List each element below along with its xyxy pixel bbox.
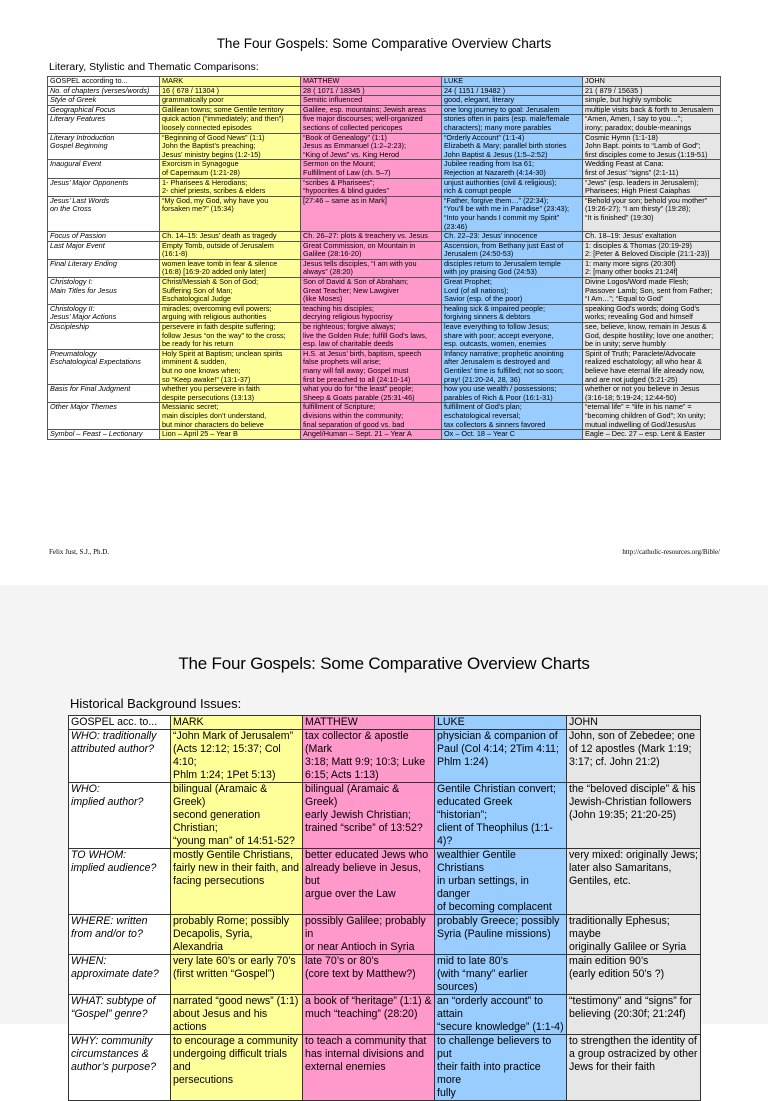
lit-cell-john: speaking God’s words; doing God’s works; revealing God and himself xyxy=(583,304,721,322)
table-row xyxy=(48,430,721,440)
page-1-subtitle: Literary, Stylistic and Thematic Comparisons: xyxy=(49,61,259,73)
lit-cell-matthew: 28 ( 1071 / 18345 ) xyxy=(301,86,442,96)
hist-cell-mark: probably Rome; possibly Decapolis, Syria, Alexandria xyxy=(171,915,303,955)
lit-cell-mark: persevere in faith despite suffering; follow Jesus “on the way” to the cross; be ready for his return xyxy=(160,323,301,350)
lit-cell-luke: how you use wealth / possessions; parables of Rich & Poor (16:1-31) xyxy=(442,385,583,403)
hist-cell-label: TO WHOM: implied audience? xyxy=(69,849,171,915)
lit-cell-matthew: Angel/Human – Sept. 21 – Year A xyxy=(301,430,442,440)
hist-cell-matthew: late 70’s or 80’s (core text by Matthew?) xyxy=(303,955,435,995)
hist-cell-label: WHY: community circumstances & author’s purpose? xyxy=(69,1035,171,1101)
lit-cell-luke: Ch. 22–23: Jesus’ innocence xyxy=(442,232,583,242)
lit-cell-john: see, believe, know, remain in Jesus & God, despite hostility; love one another; be in unity; serve humbly xyxy=(583,323,721,350)
hist-cell-luke: physician & companion of Paul (Col 4:14; 2Tim 4:11; Phlm 1:24) xyxy=(435,730,567,783)
hist-cell-john: very mixed: originally Jews; later also Samaritans, Gentiles, etc. xyxy=(567,849,701,915)
lit-header-row xyxy=(48,77,721,87)
lit-cell-john: Cosmic Hymn (1:1-18) John Bapt. points to “Lamb of God”; first disciples come to Jesus (1:19-51) xyxy=(583,133,721,160)
lit-cell-mark: Messianic secret; main disciples don’t understand, but minor characters do believe xyxy=(160,403,301,430)
table-row xyxy=(48,160,721,178)
hist-cell-john: main edition 90’s (early edition 50’s ?) xyxy=(567,955,701,995)
lit-cell-mark: “My God, my God, why have you forsaken me?” (15:34) xyxy=(160,196,301,231)
lit-cell-matthew: Great Commission, on Mountain in Galilee (28:16-20) xyxy=(301,241,442,259)
table-row xyxy=(48,115,721,133)
lit-cell-mark: quick action (“immediately; and then”) loosely connected episodes xyxy=(160,115,301,133)
hist-cell-label: WHERE: written from and/or to? xyxy=(69,915,171,955)
lit-cell-mark: women leave tomb in fear & silence (16:8) [16:9-20 added only later] xyxy=(160,259,301,277)
lit-cell-label: Literary Features xyxy=(48,115,160,133)
lit-cell-luke: healing sick & impaired people; forgiving sinners & debtors xyxy=(442,304,583,322)
hist-cell-john: traditionally Ephesus; maybe originally Galilee or Syria xyxy=(567,915,701,955)
lit-cell-john: 1: many more signs (20:30f) 2: [many other books 21:24f] xyxy=(583,259,721,277)
lit-cell-mark: grammatically poor xyxy=(160,96,301,106)
lit-cell-matthew: “scribes & Pharisees”; “hypocrites & blind guides” xyxy=(301,178,442,196)
lit-cell-luke: fulfillment of God’s plan; eschatological reversal; tax collectors & sinners favored xyxy=(442,403,583,430)
lit-cell-mark: Christ/Messiah & Son of God; Suffering Son of Man; Eschatological Judge xyxy=(160,278,301,305)
table-row xyxy=(69,955,701,995)
table-row xyxy=(48,241,721,259)
lit-header-label: GOSPEL according to... xyxy=(48,77,160,87)
footer-author: Felix Just, S.J., Ph.D. xyxy=(49,548,110,556)
lit-cell-label: Focus of Passion xyxy=(48,232,160,242)
hist-cell-label: WHO: traditionally attributed author? xyxy=(69,730,171,783)
table-row xyxy=(48,96,721,106)
lit-cell-mark: Galilean towns; some Gentile territory xyxy=(160,105,301,115)
table-row xyxy=(48,385,721,403)
lit-cell-luke: “Orderly Account” (1:1-4) Elizabeth & Mary; parallel birth stories John Baptist & Jesus (1:5–2:52) xyxy=(442,133,583,160)
hist-cell-luke: to challenge believers to put their faith into practice more fully xyxy=(435,1035,567,1101)
table-row xyxy=(48,403,721,430)
lit-header-mark: MARK xyxy=(160,77,301,87)
lit-cell-matthew: fulfillment of Scripture; divisions within the community; final separation of good vs. bad xyxy=(301,403,442,430)
lit-cell-luke: Jubilee reading from Isa 61; Rejection at Nazareth (4:14-30) xyxy=(442,160,583,178)
lit-cell-matthew: “Book of Genealogy” (1:1) Jesus as Emmanuel (1:2–2:23); “King of Jews” vs. King Herod xyxy=(301,133,442,160)
table-row xyxy=(48,133,721,160)
hist-cell-john: “testimony” and “signs” for believing (20:30f; 21:24f) xyxy=(567,995,701,1035)
table-row xyxy=(48,349,721,384)
lit-cell-mark: “Beginning of Good News” (1:1) John the Baptist’s preaching; Jesus’ ministry begins (1:2-15) xyxy=(160,133,301,160)
lit-cell-john: “Behold your son; behold you mother” (19:26-27); “I am thirsty” (19:28); “It is finished” (19:30) xyxy=(583,196,721,231)
table-row xyxy=(48,232,721,242)
lit-cell-mark: 1- Pharisees & Herodians; 2- chief priests, scribes & elders xyxy=(160,178,301,196)
lit-cell-label: Christology I: Main Titles for Jesus xyxy=(48,278,160,305)
lit-cell-label: Literary Introduction Gospel Beginning xyxy=(48,133,160,160)
lit-cell-label: Jesus’ Major Opponents xyxy=(48,178,160,196)
lit-cell-luke: one long journey to goal: Jerusalem xyxy=(442,105,583,115)
page-2-subtitle: Historical Background Issues: xyxy=(70,696,242,711)
lit-cell-mark: Empty Tomb, outside of Jerusalem (16:1-8) xyxy=(160,241,301,259)
lit-cell-luke: Ascension, from Bethany just East of Jerusalem (24:50-53) xyxy=(442,241,583,259)
table-row xyxy=(48,304,721,322)
table-row xyxy=(48,86,721,96)
lit-cell-john: whether or not you believe in Jesus (3:16-18; 5:19-24; 12:44-50) xyxy=(583,385,721,403)
hist-cell-luke: probably Greece; possibly Syria (Pauline missions) xyxy=(435,915,567,955)
lit-cell-label: Other Major Themes xyxy=(48,403,160,430)
lit-cell-label: Final Literary Ending xyxy=(48,259,160,277)
lit-cell-label: Style of Greek xyxy=(48,96,160,106)
hist-cell-mark: mostly Gentile Christians, fairly new in their faith, and facing persecutions xyxy=(171,849,303,915)
hist-cell-mark: narrated “good news” (1:1) about Jesus and his actions xyxy=(171,995,303,1035)
hist-cell-luke: Gentile Christian convert; educated Greek “historian”; client of Theophilus (1:1-4)? xyxy=(435,783,567,849)
lit-cell-label: Christology II: Jesus’ Major Actions xyxy=(48,304,160,322)
hist-cell-mark: “John Mark of Jerusalem” (Acts 12:12; 15:37; Col 4:10; Phlm 1:24; 1Pet 5:13) xyxy=(171,730,303,783)
hist-header-luke: LUKE xyxy=(435,716,567,730)
hist-cell-matthew: bilingual (Aramaic & Greek) early Jewish Christian; trained “scribe” of 13:52? xyxy=(303,783,435,849)
lit-cell-matthew: Semitic influenced xyxy=(301,96,442,106)
lit-cell-luke: Great Prophet; Lord (of all nations); Savior (esp. of the poor) xyxy=(442,278,583,305)
lit-cell-matthew: what you do for “the least” people; Sheep & Goats parable (25:31-46) xyxy=(301,385,442,403)
lit-cell-matthew: Galilee, esp. mountains; Jewish areas xyxy=(301,105,442,115)
hist-cell-mark: bilingual (Aramaic & Greek) second generation Christian; “young man” of 14:51-52? xyxy=(171,783,303,849)
lit-cell-john: simple, but highly symbolic xyxy=(583,96,721,106)
hist-cell-matthew: to teach a community that has internal divisions and external enemies xyxy=(303,1035,435,1101)
lit-cell-label: Basis for Final Judgment xyxy=(48,385,160,403)
hist-cell-luke: an “orderly account” to attain “secure knowledge” (1:1-4) xyxy=(435,995,567,1035)
lit-cell-label: Discipleship xyxy=(48,323,160,350)
lit-cell-matthew: be righteous; forgive always; live the Golden Rule; fulfill God’s laws, esp. law of charitable deeds xyxy=(301,323,442,350)
lit-cell-matthew: Son of David & Son of Abraham; Great Teacher; New Lawgiver (like Moses) xyxy=(301,278,442,305)
table-row xyxy=(48,259,721,277)
lit-cell-luke: disciples return to Jerusalem temple with joy praising God (24:53) xyxy=(442,259,583,277)
hist-cell-label: WHAT: subtype of “Gospel” genre? xyxy=(69,995,171,1035)
lit-cell-luke: leave everything to follow Jesus; share with poor; accept everyone, esp. outcasts, women, enemies xyxy=(442,323,583,350)
hist-header-matthew: MATTHEW xyxy=(303,716,435,730)
lit-cell-mark: Exorcism in Synagogue of Capernaum (1:21-28) xyxy=(160,160,301,178)
table-row xyxy=(69,730,701,783)
lit-cell-label: Pneumatology Eschatological Expectations xyxy=(48,349,160,384)
hist-header-label: GOSPEL acc. to... xyxy=(69,716,171,730)
lit-header-luke: LUKE xyxy=(442,77,583,87)
lit-cell-mark: miracles; overcoming evil powers; arguing with religious authorities xyxy=(160,304,301,322)
lit-cell-john: multiple visits back & forth to Jerusalem xyxy=(583,105,721,115)
lit-cell-john: Spirit of Truth; Paraclete/Advocate realized eschatology; all who hear & believe have eternal life already now, and are not judged (5:21-25) xyxy=(583,349,721,384)
lit-cell-john: “eternal life” = “life in his name” = “becoming children of God”; Xn unity; mutual indwelling of God/Jesus/us xyxy=(583,403,721,430)
lit-cell-luke: good, elegant, literary xyxy=(442,96,583,106)
lit-cell-mark: Holy Spirit at Baptism; unclean spirits imminent & sudden, but no one knows when; so “Keep awake!” (13:1-37) xyxy=(160,349,301,384)
table-row xyxy=(48,105,721,115)
page-1-title: The Four Gospels: Some Comparative Overview Charts xyxy=(216,36,552,51)
lit-cell-luke: “Father, forgive them…” (22:34); “You’ll be with me in Paradise” (23:43); “Into your hands I commit my Spirit” (23:46) xyxy=(442,196,583,231)
lit-cell-john: 1: disciples & Thomas (20:19-29) 2: [Peter & Beloved Disciple (21:1-23)] xyxy=(583,241,721,259)
hist-header-mark: MARK xyxy=(171,716,303,730)
lit-header-john: JOHN xyxy=(583,77,721,87)
hist-cell-label: WHEN: approximate date? xyxy=(69,955,171,995)
hist-cell-matthew: possibly Galilee; probably in or near Antioch in Syria xyxy=(303,915,435,955)
lit-cell-label: No. of chapters (verses/words) xyxy=(48,86,160,96)
lit-cell-matthew: [27:46 – same as in Mark] xyxy=(301,196,442,231)
table-row xyxy=(69,783,701,849)
hist-header-row xyxy=(69,716,701,730)
table-row xyxy=(69,995,701,1035)
footer-url: http://catholic-resources.org/Bible/ xyxy=(622,548,720,556)
lit-cell-label: Jesus’ Last Words on the Cross xyxy=(48,196,160,231)
lit-cell-label: Last Major Event xyxy=(48,241,160,259)
lit-header-matthew: MATTHEW xyxy=(301,77,442,87)
hist-cell-mark: very late 60’s or early 70’s (first written “Gospel”) xyxy=(171,955,303,995)
lit-cell-matthew: Ch. 26–27: plots & treachery vs. Jesus xyxy=(301,232,442,242)
lit-cell-matthew: Jesus tells disciples, “I am with you always” (28:20) xyxy=(301,259,442,277)
lit-cell-mark: Lion – April 25 – Year B xyxy=(160,430,301,440)
literary-comparison-table xyxy=(47,76,721,440)
lit-cell-john: Eagle – Dec. 27 – esp. Lent & Easter xyxy=(583,430,721,440)
hist-cell-john: John, son of Zebedee; one of 12 apostles (Mark 1:19; 3:17; cf. John 21:2) xyxy=(567,730,701,783)
lit-cell-john: 21 ( 879 / 15635 ) xyxy=(583,86,721,96)
lit-cell-john: “Jews” (esp. leaders in Jerusalem); Pharisees; High Priest Caiaphas xyxy=(583,178,721,196)
lit-cell-matthew: Sermon on the Mount; Fulfillment of Law (ch. 5–7) xyxy=(301,160,442,178)
lit-cell-luke: stories often in pairs (esp. male/female characters); many more parables xyxy=(442,115,583,133)
lit-cell-mark: whether you persevere in faith despite persecutions (13:13) xyxy=(160,385,301,403)
table-row xyxy=(48,323,721,350)
table-row xyxy=(48,178,721,196)
hist-cell-matthew: a book of “heritage” (1:1) & much “teaching” (28:20) xyxy=(303,995,435,1035)
lit-cell-luke: Infancy narrative; prophetic anointing after Jerusalem is destroyed and Gentiles’ time is fulfilled; not so soon; pray! (21:20-24, 28, 36) xyxy=(442,349,583,384)
lit-cell-matthew: H.S. at Jesus’ birth, baptism, speech false prophets will arise; many will fall away; Gospel must first be preached to all (24:10-14) xyxy=(301,349,442,384)
hist-cell-luke: wealthier Gentile Christians in urban settings, in danger of becoming complacent xyxy=(435,849,567,915)
table-row xyxy=(69,1035,701,1101)
hist-header-john: JOHN xyxy=(567,716,701,730)
hist-cell-john: the “beloved disciple” & his Jewish-Christian followers (John 19:35; 21:20-25) xyxy=(567,783,701,849)
lit-cell-label: Inaugural Event xyxy=(48,160,160,178)
hist-cell-matthew: tax collector & apostle (Mark 3:18; Matt 9:9; 10:3; Luke 6:15; Acts 1:13) xyxy=(303,730,435,783)
lit-cell-luke: Ox – Oct. 18 – Year C xyxy=(442,430,583,440)
page-2-title: The Four Gospels: Some Comparative Overview Charts xyxy=(178,654,590,673)
hist-cell-label: WHO: implied author? xyxy=(69,783,171,849)
table-row xyxy=(48,196,721,231)
table-row xyxy=(69,849,701,915)
table-row xyxy=(69,915,701,955)
table-row xyxy=(48,278,721,305)
lit-cell-matthew: five major discourses; well-organized sections of collected pericopes xyxy=(301,115,442,133)
lit-cell-luke: unjust authorities (civil & religious); rich & corrupt people xyxy=(442,178,583,196)
hist-cell-luke: mid to late 80’s (with “many” earlier sources) xyxy=(435,955,567,995)
hist-cell-matthew: better educated Jews who already believe in Jesus, but argue over the Law xyxy=(303,849,435,915)
lit-cell-john: Wedding Feast at Cana: first of Jesus’ “signs” (2:1-11) xyxy=(583,160,721,178)
lit-cell-john: Ch. 18–19: Jesus’ exaltation xyxy=(583,232,721,242)
lit-cell-matthew: teaching his disciples; decrying religious hypocrisy xyxy=(301,304,442,322)
lit-cell-mark: 16 ( 678 / 11304 ) xyxy=(160,86,301,96)
lit-cell-john: “Amen, Amen, I say to you…”; irony; paradox; double-meanings xyxy=(583,115,721,133)
hist-cell-mark: to encourage a community undergoing difficult trials and persecutions xyxy=(171,1035,303,1101)
lit-cell-label: Geographical Focus xyxy=(48,105,160,115)
lit-cell-label: Symbol – Feast – Lectionary xyxy=(48,430,160,440)
historical-background-table xyxy=(68,715,701,1101)
hist-cell-john: to strengthen the identity of a group ostracized by other Jews for their faith xyxy=(567,1035,701,1101)
lit-cell-mark: Ch. 14–15: Jesus’ death as tragedy xyxy=(160,232,301,242)
lit-cell-john: Divine Logos/Word made Flesh; Passover Lamb; Son, sent from Father; “I Am…”; “Equal to God” xyxy=(583,278,721,305)
lit-cell-luke: 24 ( 1151 / 19482 ) xyxy=(442,86,583,96)
